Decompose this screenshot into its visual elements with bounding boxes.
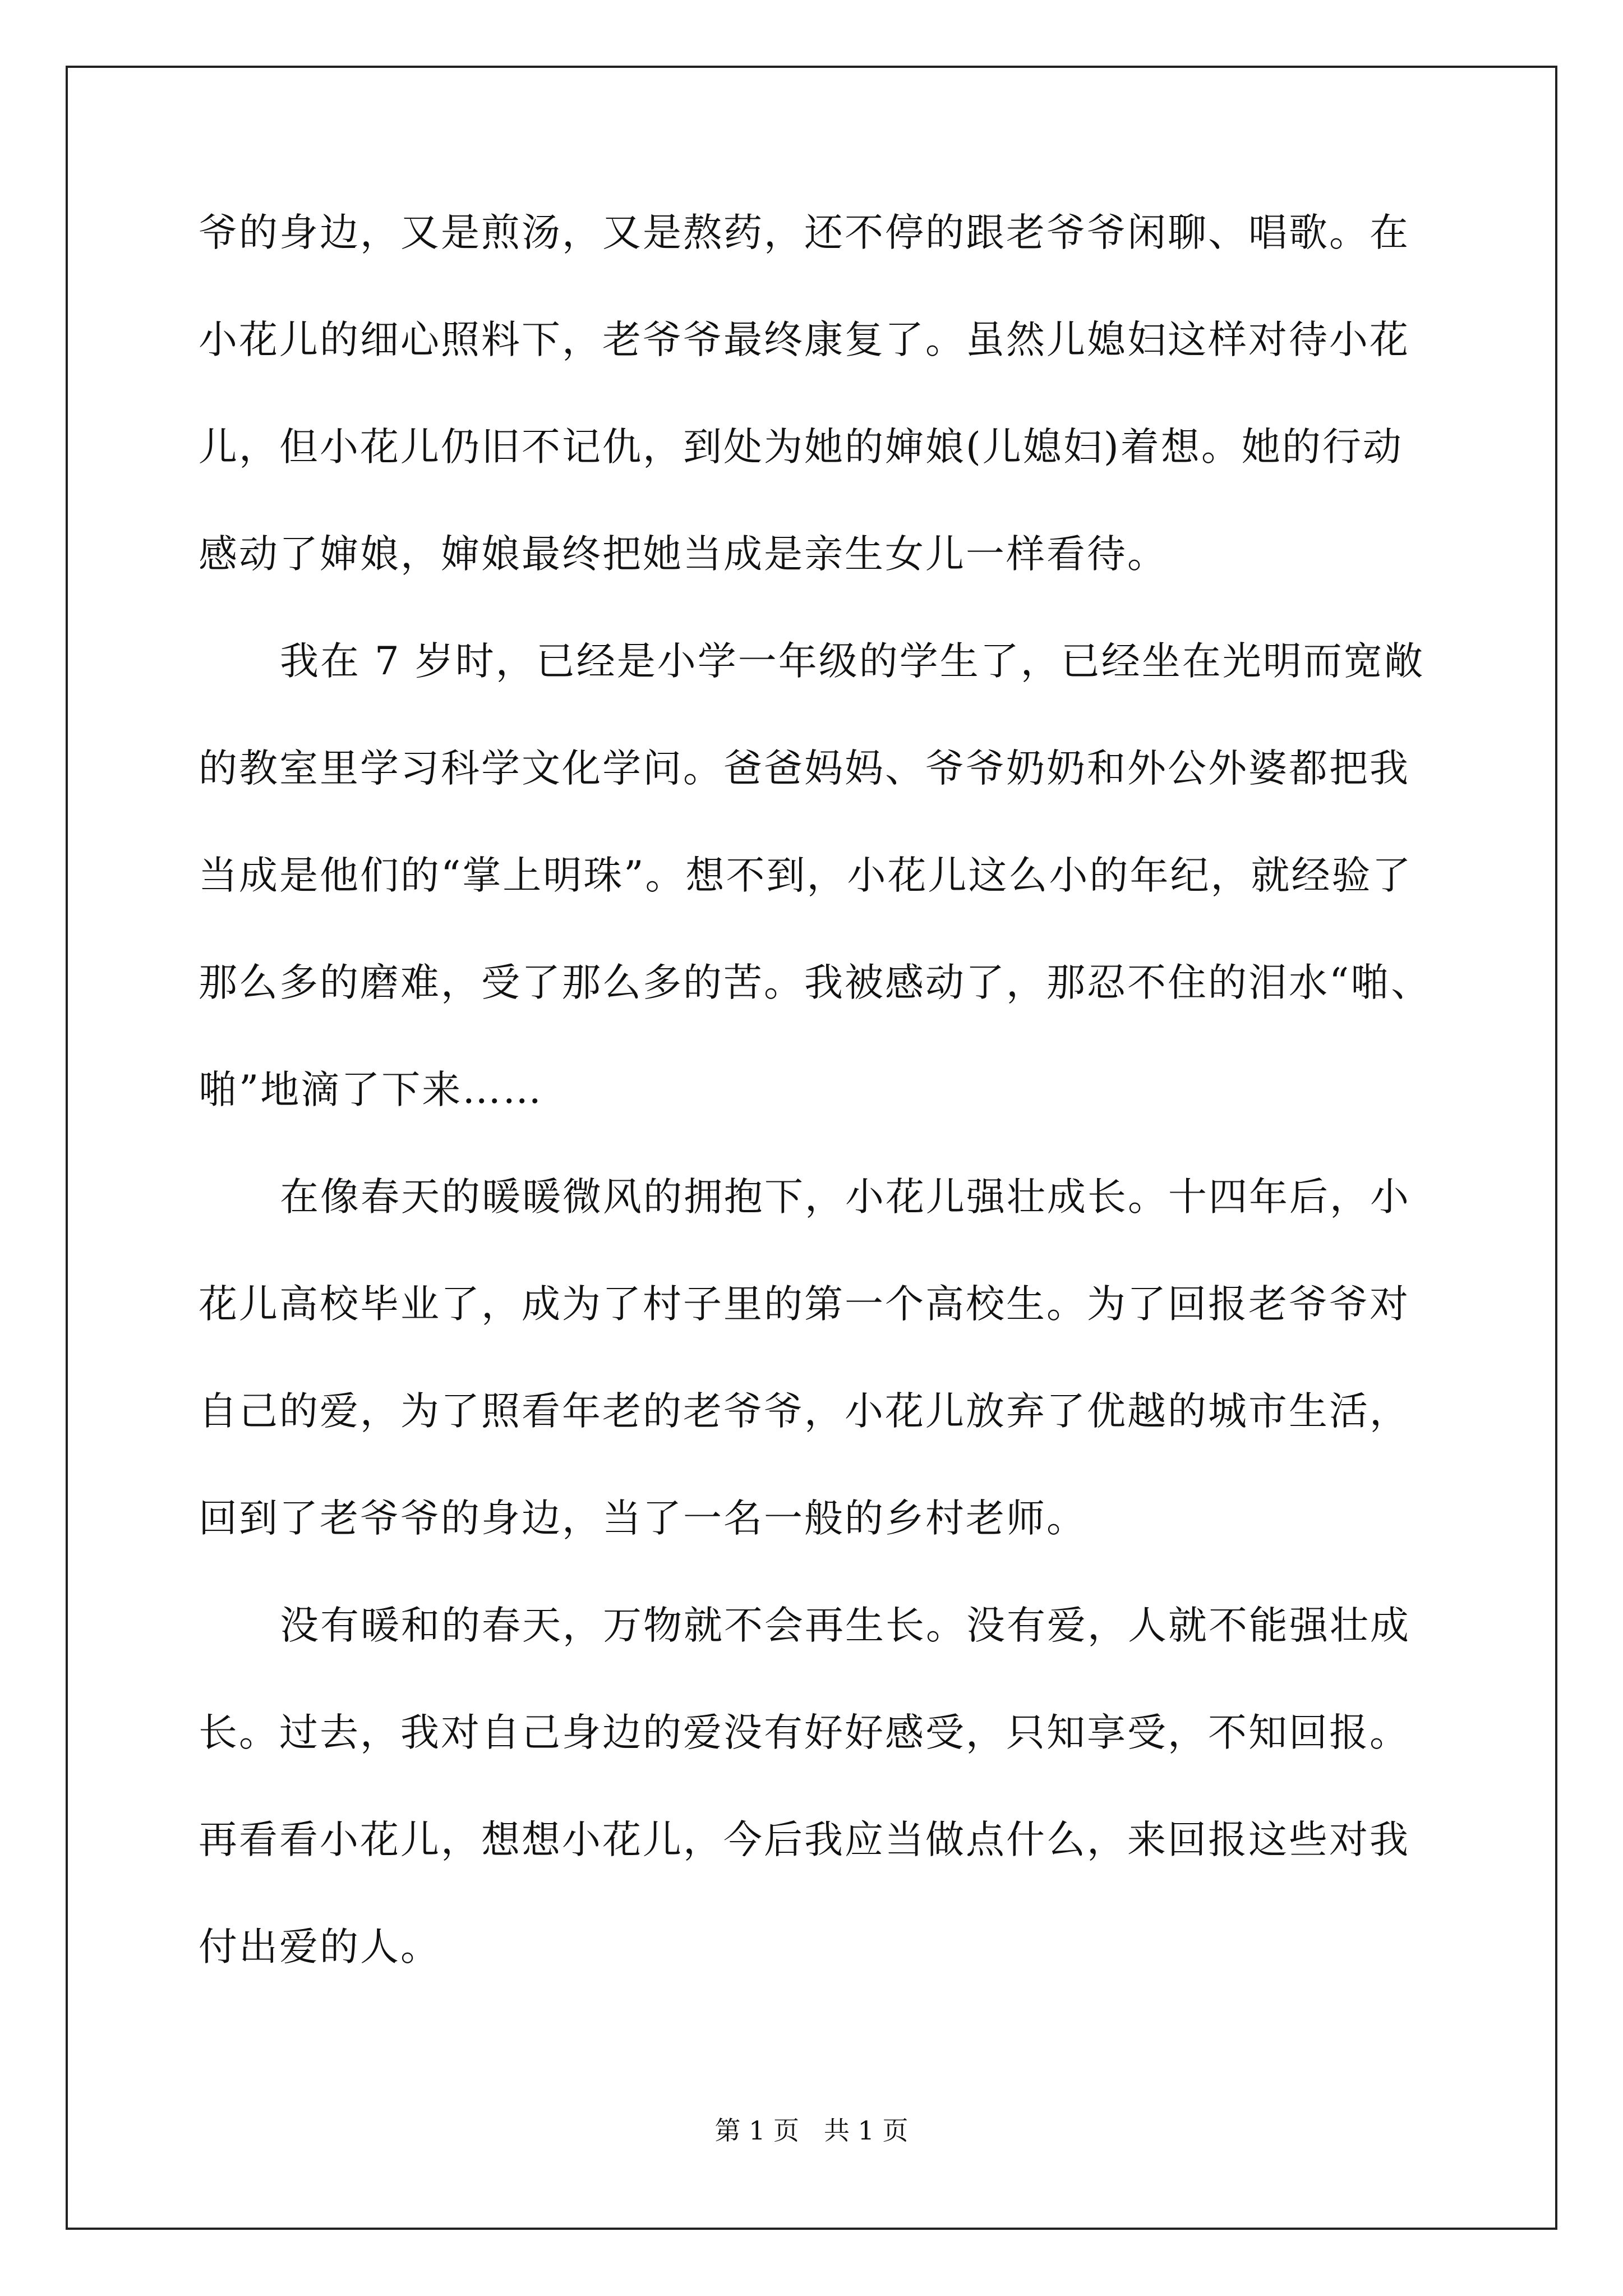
text-line: 那么多的磨难，受了那么多的苦。我被感动了，那忍不住的泪水“啪、 xyxy=(199,960,1432,1005)
text-line: 的教室里学习科学文化学问。爸爸妈妈、爷爷奶奶和外公外婆都把我 xyxy=(199,746,1410,791)
text-line: 自己的爱，为了照看年老的老爷爷，小花儿放弃了优越的城市生活， xyxy=(199,1389,1410,1434)
text-line: 感动了婶娘，婶娘最终把她当成是亲生女儿一样看待。 xyxy=(199,532,1168,577)
page-number: 第 1 页 xyxy=(714,2115,799,2146)
text-line-paragraph-start: 没有暖和的春天，万物就不会再生长。没有爱，人就不能强壮成 xyxy=(280,1603,1410,1648)
text-line: 儿，但小花儿仍旧不记仇，到处为她的婶娘(儿媳妇)着想。她的行动 xyxy=(199,425,1403,470)
text-line: 啪”地滴了下来…… xyxy=(199,1068,543,1112)
text-line: 小花儿的细心照料下，老爷爷最终康复了。虽然儿媳妇这样对待小花 xyxy=(199,318,1410,362)
text-line: 付出爱的人。 xyxy=(199,1925,441,1970)
page-border xyxy=(66,66,1557,2230)
text-line-paragraph-start: 我在 7 岁时，已经是小学一年级的学生了，已经坐在光明而宽敞 xyxy=(280,639,1424,684)
page-total: 共 1 页 xyxy=(824,2115,909,2146)
text-line: 长。过去，我对自己身边的爱没有好好感受，只知享受，不知回报。 xyxy=(199,1710,1410,1755)
text-line: 花儿高校毕业了，成为了村子里的第一个高校生。为了回报老爷爷对 xyxy=(199,1282,1410,1327)
page-footer xyxy=(0,2114,1623,2147)
text-line: 当成是他们的“掌上明珠”。想不到，小花儿这么小的年纪，就经验了 xyxy=(199,853,1413,898)
text-line-paragraph-start: 在像春天的暖暖微风的拥抱下，小花儿强壮成长。十四年后，小 xyxy=(280,1175,1410,1220)
text-line: 再看看小花儿，想想小花儿，今后我应当做点什么，来回报这些对我 xyxy=(199,1818,1410,1862)
text-line: 爷的身边，又是煎汤，又是熬药，还不停的跟老爷爷闲聊、唱歌。在 xyxy=(199,210,1410,255)
text-line: 回到了老爷爷的身边，当了一名一般的乡村老师。 xyxy=(199,1496,1087,1541)
